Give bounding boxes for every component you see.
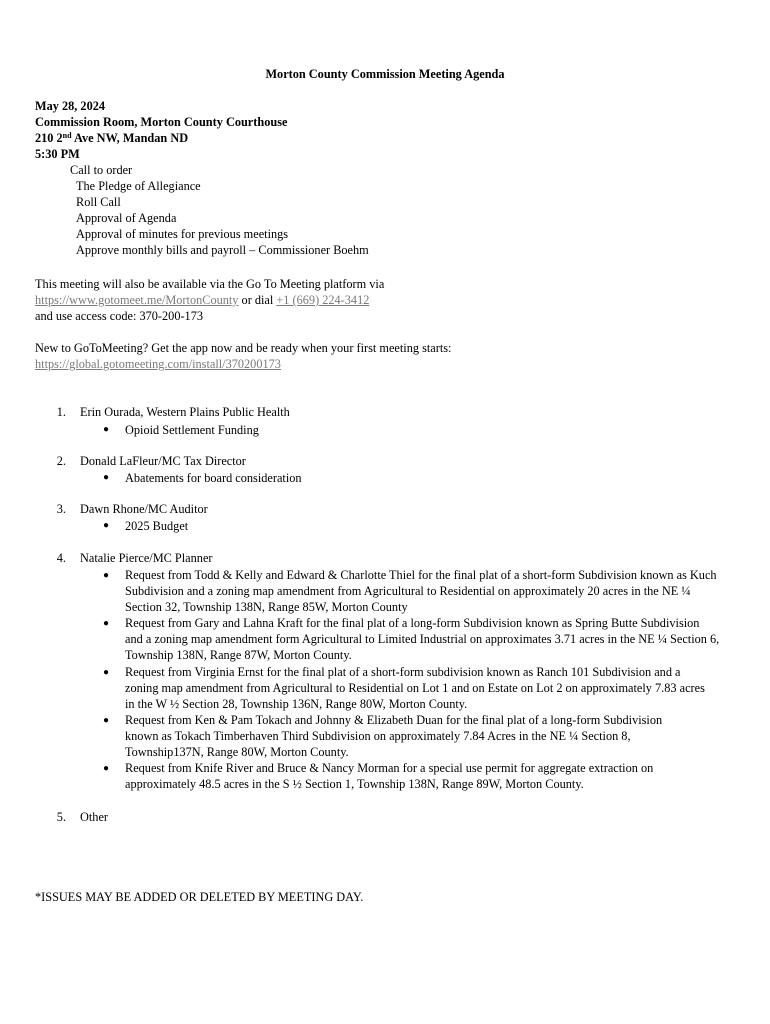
agenda-bullet: Request from Knife River and Bruce & Nancy Morman for a special use permit for aggregate extraction on approximately 48.5 acres in the S ½ Section 1, Township 138N, Range 89W, Morton County. xyxy=(125,761,654,791)
opening-item: Approval of Agenda xyxy=(76,211,177,225)
bullet-icon: ● xyxy=(103,570,110,581)
address-ordinal: nd xyxy=(62,131,72,140)
agenda-item-title: Erin Ourada, Western Plains Public Health xyxy=(80,405,290,419)
agenda-item-title: Donald LaFleur/MC Tax Director xyxy=(80,454,246,468)
opening-item: Roll Call xyxy=(76,195,121,209)
meeting-address xyxy=(35,130,188,146)
agenda-bullet: Abatements for board consideration xyxy=(125,471,302,485)
new-user-note: New to GoToMeeting? Get the app now and be ready when your first meeting starts: xyxy=(35,341,452,355)
bullet-icon: ● xyxy=(103,763,110,774)
bullet-icon: ● xyxy=(103,715,110,726)
agenda-item-number: 4. xyxy=(56,551,66,565)
agenda-bullet: Request from Todd & Kelly and Edward & Charlotte Thiel for the final plat of a short-form Subdivision known as Kuch Subdivision and a zoning map amendment from Agricultural to Residential on approximately 20 acres in the NE ¼ Section 32, Township 138N, Range 85W, Morton County xyxy=(125,568,717,614)
gotomeet-link[interactable]: https://www.gotomeet.me/MortonCounty xyxy=(35,293,239,307)
footer-note: *ISSUES MAY BE ADDED OR DELETED BY MEETING DAY. xyxy=(35,890,364,904)
bullet-icon: ● xyxy=(103,472,110,483)
access-code: and use access code: 370-200-173 xyxy=(35,309,204,323)
agenda-bullet: Request from Gary and Lahna Kraft for the final plat of a long-form Subdivision known as Spring Butte Subdivision and a zoning map amendment form Agricultural to Limited Industrial on approximates 3.71 acres in the NE ¼ Section 6, Township 138N, Range 87W, Morton County. xyxy=(125,616,720,662)
install-link[interactable]: https://global.gotomeeting.com/install/370200173 xyxy=(35,357,281,371)
agenda-bullet: Request from Virginia Ernst for the final plat of a short-form subdivision known as Ranch 101 Subdivision and a zoning map amendment from Agricultural to Residential on Lot 1 and on Estate on Lot 2 on approximately 7.83 acres in the W ½ Section 28, Township 136N, Range 80W, Morton County. xyxy=(125,665,705,711)
agenda-item-number: 5. xyxy=(56,810,66,824)
agenda-item-number: 2. xyxy=(56,454,66,468)
agenda-bullet: Request from Ken & Pam Tokach and Johnny & Elizabeth Duan for the final plat of a long-form Subdivision known as Tokach Timberhaven Third Subdivision on approximately 7.84 Acres in the NE ¼ Section 8, Township137N, Range 80W, Morton County. xyxy=(125,713,663,759)
document-title: Morton County Commission Meeting Agenda xyxy=(265,67,505,81)
opening-item: Approve monthly bills and payroll – Commissioner Boehm xyxy=(76,243,369,257)
agenda-bullet: 2025 Budget xyxy=(125,519,189,533)
meeting-time: 5:30 PM xyxy=(35,147,80,161)
agenda-item-number: 3. xyxy=(56,502,66,516)
remote-intro: This meeting will also be available via the Go To Meeting platform via xyxy=(35,277,385,291)
opening-item: Call to order xyxy=(70,163,133,177)
dial-in-phone-link[interactable]: +1 (669) 224-3412 xyxy=(276,293,370,307)
remote-link-line xyxy=(35,292,369,308)
meeting-date: May 28, 2024 xyxy=(35,99,106,113)
bullet-icon: ● xyxy=(103,424,110,435)
agenda-item-title: Other xyxy=(80,810,108,824)
opening-item: The Pledge of Allegiance xyxy=(76,179,201,193)
agenda-bullet: Opioid Settlement Funding xyxy=(125,423,259,437)
address-street: Ave NW, Mandan ND xyxy=(71,131,189,145)
bullet-icon: ● xyxy=(103,618,110,629)
or-dial-text: or dial xyxy=(238,293,277,307)
install-link-line xyxy=(35,356,281,372)
agenda-item-title: Natalie Pierce/MC Planner xyxy=(80,551,213,565)
opening-item: Approval of minutes for previous meetings xyxy=(76,227,289,241)
agenda-item-title: Dawn Rhone/MC Auditor xyxy=(80,502,208,516)
agenda-item-number: 1. xyxy=(56,405,66,419)
address-number: 210 2 xyxy=(35,131,63,145)
bullet-icon: ● xyxy=(103,667,110,678)
bullet-icon: ● xyxy=(103,520,110,531)
meeting-location: Commission Room, Morton County Courthouse xyxy=(35,115,288,129)
